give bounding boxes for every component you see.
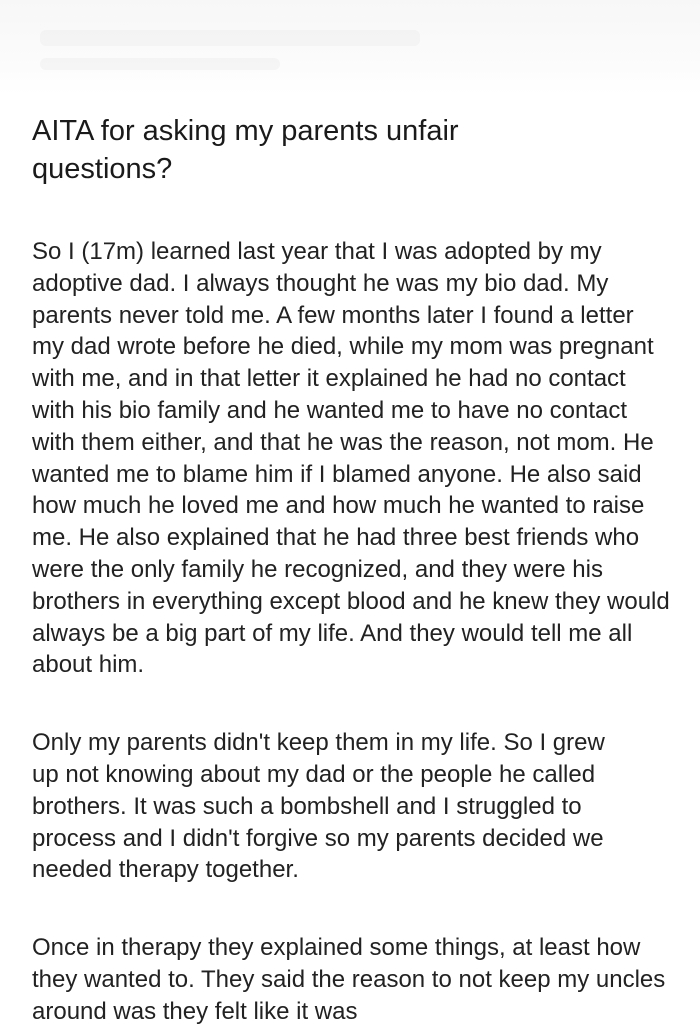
faded-header-line — [40, 30, 420, 46]
post-paragraph: So I (17m) learned last year that I was adopted by my adoptive dad. I always thought he was my bio dad. My parents never told me. A few months later I found a letter my dad wrote before he died, while my mom was pregnant with me, and in that letter it explained he had no contact with his bio family and he wanted me to have no contact with them either, and that he was the reason, not mom. He wanted me to blame him if I blamed anyone. He also said how much he loved me and how much he wanted to raise me. He also explained that he had three best friends who were the only family he recognized, and they were his brothers in everything except blood and he knew they would always be a big part of my life. And they would tell me all about him. — [32, 238, 670, 679]
post-paragraph: Only my parents didn't keep them in my life. So I grew up not knowing about my dad or the people he called brothers. It was such a bombshell and I struggled to process and I didn't forgive so my parents decided we needed therapy together. — [32, 729, 605, 884]
post-title: AITA for asking my parents unfair questions? — [32, 115, 459, 185]
faded-header — [0, 0, 700, 95]
faded-header-line — [40, 58, 280, 70]
post-paragraph: Once in therapy they explained some things, at least how they wanted to. They said the reason to not keep my uncles around was they felt like it was — [32, 934, 666, 1024]
post — [32, 112, 682, 1024]
